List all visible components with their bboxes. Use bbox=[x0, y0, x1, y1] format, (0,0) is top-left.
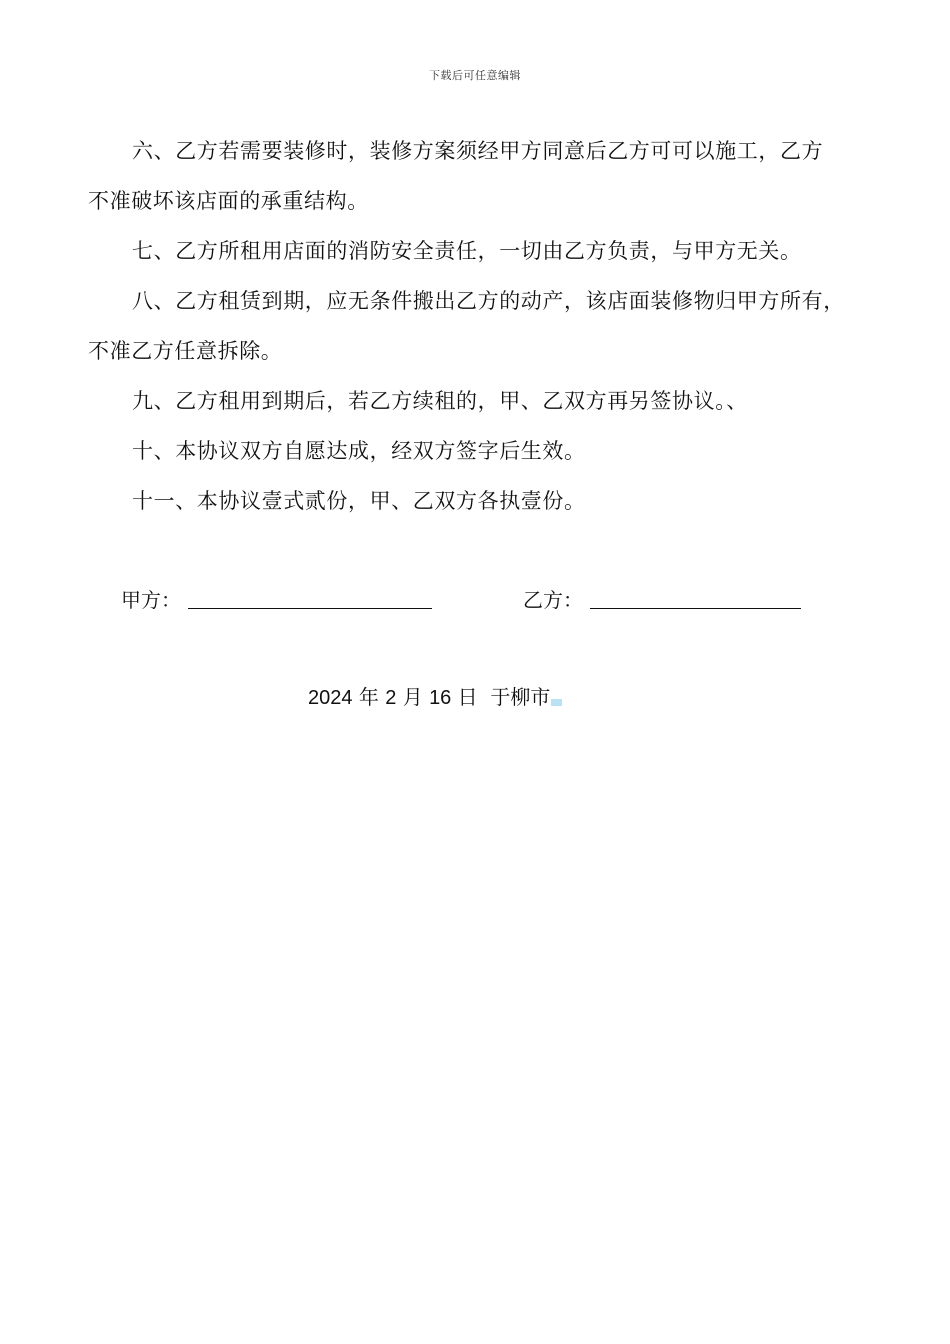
date-year-unit: 年 bbox=[358, 685, 379, 709]
clause-10-text: 十、本协议双方自愿达成，经双方签字后生效。 bbox=[132, 439, 586, 463]
date-place-line bbox=[308, 683, 562, 712]
date-day: 16 bbox=[429, 687, 452, 709]
clause-8-line-2: 不准乙方任意拆除。 bbox=[88, 339, 283, 363]
clause-8-line-1 bbox=[88, 276, 868, 326]
clause-7-text: 七、乙方所租用店面的消防安全责任，一切由乙方负责，与甲方无关。 bbox=[132, 239, 802, 263]
clause-10 bbox=[88, 426, 868, 476]
date-year: 2024 bbox=[308, 687, 353, 709]
date-month: 2 bbox=[385, 687, 397, 709]
clause-7 bbox=[88, 226, 868, 276]
clause-6-text-1: 六、乙方若需要装修时，装修方案须经甲方同意后乙方可可以施工，乙方 bbox=[132, 139, 824, 163]
page-header: 下载后可任意编辑 bbox=[429, 69, 521, 82]
party-b-label: 乙方： bbox=[523, 588, 583, 612]
date-place: 于柳市 bbox=[490, 685, 551, 709]
clause-6-line-1 bbox=[88, 126, 868, 176]
clause-11-text: 十一、本协议壹式贰份，甲、乙双方各执壹份。 bbox=[132, 489, 586, 513]
party-b-signature-line bbox=[590, 608, 801, 609]
party-a-label: 甲方： bbox=[121, 588, 181, 612]
party-a-signature-line bbox=[188, 608, 432, 609]
clause-9-text: 九、乙方租用到期后，若乙方续租的，甲、乙双方再另签协议。、 bbox=[132, 389, 748, 413]
date-day-unit: 日 bbox=[457, 685, 478, 709]
date-month-unit: 月 bbox=[402, 685, 423, 709]
text-cursor-marker bbox=[551, 699, 562, 706]
clause-9 bbox=[88, 376, 868, 426]
clause-11 bbox=[88, 476, 868, 526]
clause-6-line-2: 不准破坏该店面的承重结构。 bbox=[88, 189, 369, 213]
clause-8-text-1: 八、乙方租赁到期，应无条件搬出乙方的动产，该店面装修物归甲方所有， bbox=[132, 289, 845, 313]
